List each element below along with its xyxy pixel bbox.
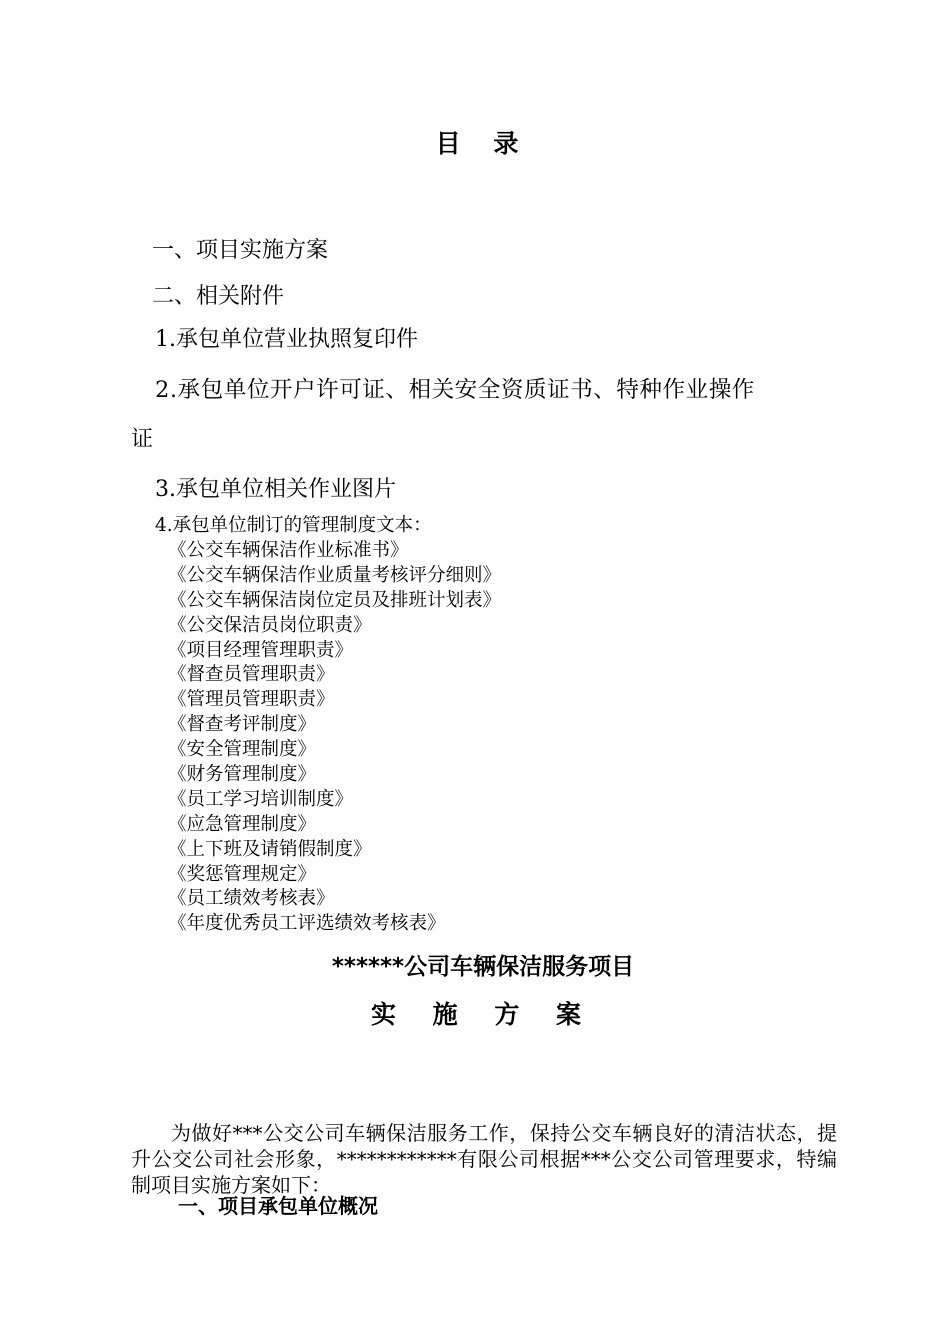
list-item: 《督查考评制度》 [168,714,317,736]
list-item: 《员工学习培训制度》 [168,788,354,810]
management-document-list [168,539,501,937]
section-heading: 一、项目承包单位概况 [178,1194,378,1218]
list-item: 《公交车辆保洁岗位定员及排班计划表》 [168,589,502,611]
list-item: 《督查员管理职责》 [168,664,335,686]
list-item: 《应急管理制度》 [168,813,317,835]
list-item: 《上下班及请销假制度》 [168,838,372,860]
toc-title: 目 录 [435,129,531,158]
plan-subtitle: 实 施 方 案 [370,1000,596,1029]
list-item: 《公交保洁员岗位职责》 [168,614,372,636]
list-item: 《管理员管理职责》 [168,689,335,711]
toc-item-work-photos: 3.承包单位相关作业图片 [155,477,396,502]
toc-item-permits-line-2: 证 [131,427,154,452]
list-item: 《奖惩管理规定》 [168,863,317,885]
list-item: 《项目经理管理职责》 [168,639,354,661]
toc-item-management-docs: 4.承包单位制订的管理制度文本： [155,515,432,536]
toc-item-project-plan: 一、项目实施方案 [152,238,329,263]
list-item: 《公交车辆保洁作业标准书》 [168,540,409,561]
toc-item-permits-line-1: 2.承包单位开户许可证、相关安全资质证书、特种作业操作 [155,377,755,403]
plan-title: ******公司车辆保洁服务项目 [331,954,635,980]
intro-paragraph: 为做好***公交公司车辆保洁服务工作，保持公交车辆良好的清洁状态，提升公交公司社会形象，************有限公司根据***公交公司管理要求，特编制项目实施方案如下： [131,1121,837,1197]
list-item: 《员工绩效考核表》 [168,888,335,910]
list-item: 《年度优秀员工评选绩效考核表》 [168,913,446,935]
list-item: 《公交车辆保洁作业质量考核评分细则》 [168,564,502,586]
toc-item-business-license: 1.承包单位营业执照复印件 [155,327,418,352]
toc-item-attachments: 二、相关附件 [152,284,285,309]
list-item: 《安全管理制度》 [168,739,317,761]
list-item: 《财务管理制度》 [168,764,317,786]
